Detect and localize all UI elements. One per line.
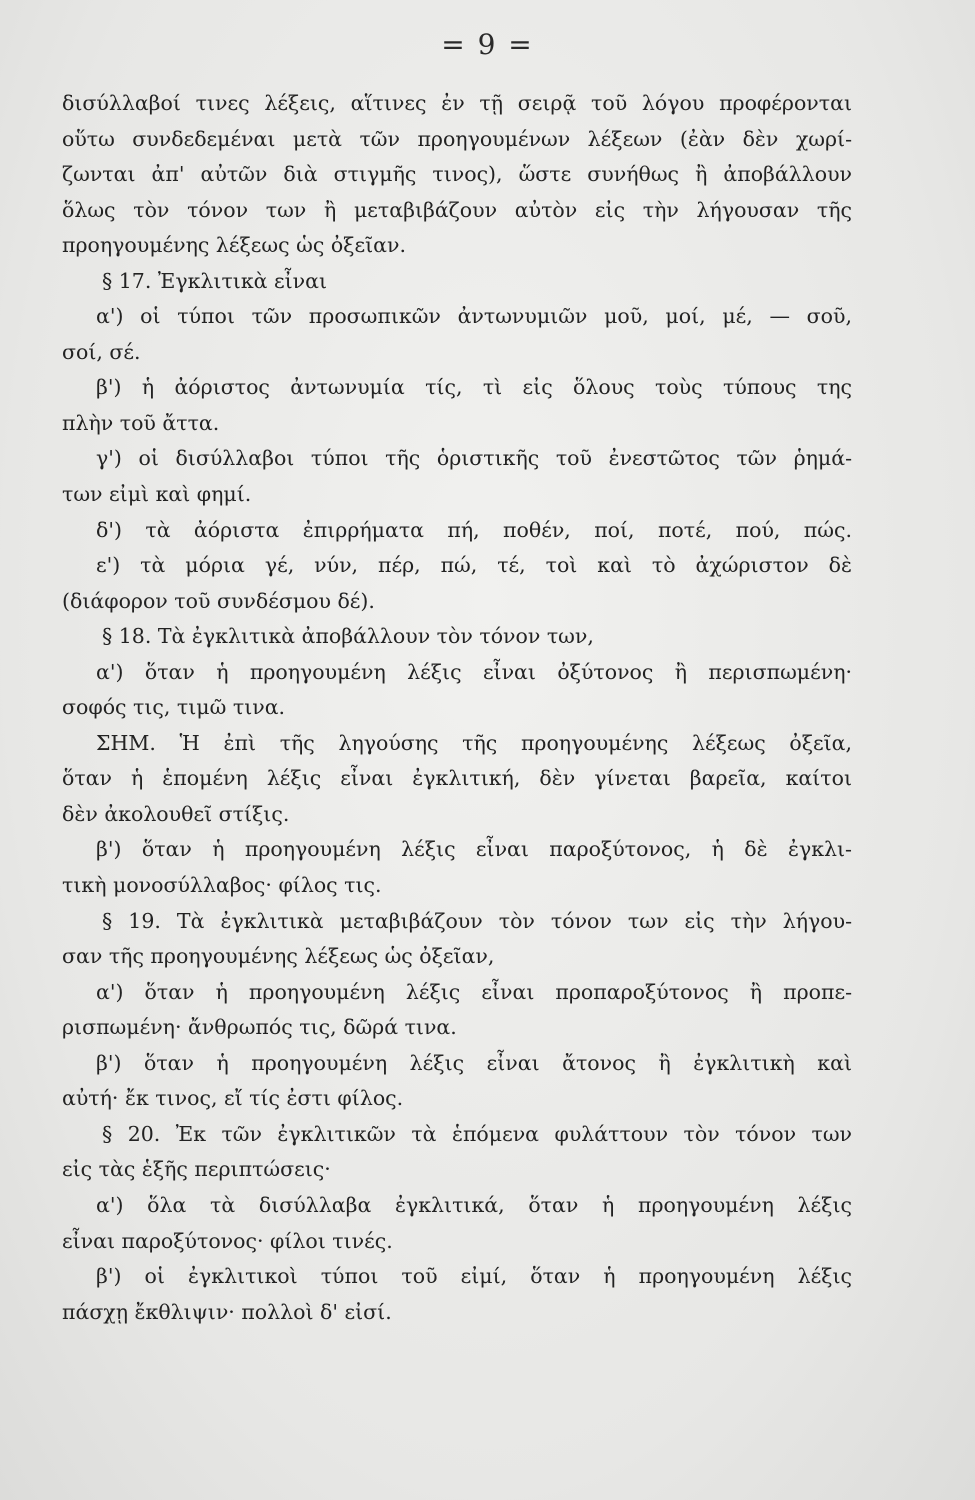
text-line: ζωνται ἀπ' αὐτῶν διὰ στιγμῆς τινος), ὥστε συνήθως ἢ ἀποβάλλουν xyxy=(62,162,852,187)
text-line: ε') τὰ μόρια γέ, νύν, πέρ, πώ, τέ, τοὶ καὶ τὸ ἀχώριστον δὲ xyxy=(96,553,852,578)
text-line: γ') οἱ δισύλλαβοι τύποι τῆς ὁριστικῆς τοῦ ἐνεστῶτος τῶν ῥημά- xyxy=(96,446,852,471)
text-line: β') οἱ ἐγκλιτικοὶ τύποι τοῦ εἰμί, ὅταν ἡ προηγουμένη λέξις xyxy=(96,1264,852,1289)
text-line: α') οἱ τύποι τῶν προσωπικῶν ἀντωνυμιῶν μοῦ, μοί, μέ, — σοῦ, xyxy=(96,304,852,329)
text-line: των εἰμὶ καὶ φημί. xyxy=(62,482,252,507)
text-line: σοί, σέ. xyxy=(62,339,141,364)
page-number: = 9 = xyxy=(441,28,534,61)
text-line: οὕτω συνδεδεμέναι μετὰ τῶν προηγουμένων λέξεων (ἐὰν δὲν χωρί- xyxy=(62,126,852,151)
text-line: α') ὅλα τὰ δισύλλαβα ἐγκλιτικά, ὅταν ἡ προηγουμένη λέξις xyxy=(96,1192,852,1217)
section-heading: § 17. Ἐγκλιτικὰ εἶναι xyxy=(102,268,328,293)
text-line: (διάφορον τοῦ συνδέσμου δέ). xyxy=(62,588,375,613)
text-line: ΣΗΜ. Ἡ ἐπὶ τῆς ληγούσης τῆς προηγουμένης λέξεως ὀξεῖα, xyxy=(96,730,852,755)
text-line: προηγουμένης λέξεως ὡς ὀξεῖαν. xyxy=(62,233,406,258)
text-line: πλὴν τοῦ ἄττα. xyxy=(62,410,220,435)
text-line: σοφός τις, τιμῶ τινα. xyxy=(62,695,286,720)
section-heading: § 18. Τὰ ἐγκλιτικὰ ἀποβάλλουν τὸν τόνον των, xyxy=(102,624,594,649)
text-line: τικὴ μονοσύλλαβος· φίλος τις. xyxy=(62,873,382,898)
text-line: β') ἡ ἀόριστος ἀντωνυμία τίς, τὶ εἰς ὅλους τοὺς τύπους της xyxy=(96,375,852,400)
text-line: δ') τὰ ἀόριστα ἐπιρρήματα πή, ποθέν, ποί, ποτέ, πού, πώς. xyxy=(96,517,852,542)
section-heading: § 20. Ἐκ τῶν ἐγκλιτικῶν τὰ ἑπόμενα φυλάττουν τὸν τόνον των xyxy=(102,1121,852,1146)
text-line: ρισπωμένη· ἄνθρωπός τις, δῶρά τινα. xyxy=(62,1015,457,1040)
text-line: δὲν ἀκολουθεῖ στίξις. xyxy=(62,801,290,826)
text-line: β') ὅταν ἡ προηγουμένη λέξις εἶναι παροξύτονος, ἡ δὲ ἐγκλι- xyxy=(96,837,852,862)
text-line: β') ὅταν ἡ προηγουμένη λέξις εἶναι ἄτονος ἢ ἐγκλιτικὴ καὶ xyxy=(96,1050,852,1075)
text-line: πάσχῃ ἔκθλιψιν· πολλοὶ δ' εἰσί. xyxy=(62,1299,392,1324)
text-line: ὅταν ἡ ἑπομένη λέξις εἶναι ἐγκλιτική, δὲν γίνεται βαρεῖα, καίτοι xyxy=(62,766,852,791)
text-line: α') ὅταν ἡ προηγουμένη λέξις εἶναι ὀξύτονος ἢ περισπωμένη· xyxy=(96,659,852,684)
text-line: ὅλως τὸν τόνον των ἢ μεταβιβάζουν αὐτὸν εἰς τὴν λήγουσαν τῆς xyxy=(62,197,852,222)
body-text xyxy=(62,86,852,1330)
section-heading: § 19. Τὰ ἐγκλιτικὰ μεταβιβάζουν τὸν τόνον των εἰς τὴν λήγου- xyxy=(102,908,852,933)
text-line: εἰς τὰς ἑξῆς περιπτώσεις· xyxy=(62,1157,331,1182)
text-line: αὐτή· ἔκ τινος, εἴ τίς ἐστι φίλος. xyxy=(62,1086,404,1111)
text-line: α') ὅταν ἡ προηγουμένη λέξις εἶναι προπαροξύτονος ἢ προπε- xyxy=(96,979,852,1004)
text-line: σαν τῆς προηγουμένης λέξεως ὡς ὀξεῖαν, xyxy=(62,944,495,969)
text-line: δισύλλαβοί τινες λέξεις, αἵτινες ἐν τῇ σειρᾷ τοῦ λόγου προφέρονται xyxy=(62,91,852,115)
text-line: εἶναι παροξύτονος· φίλοι τινές. xyxy=(62,1228,393,1253)
